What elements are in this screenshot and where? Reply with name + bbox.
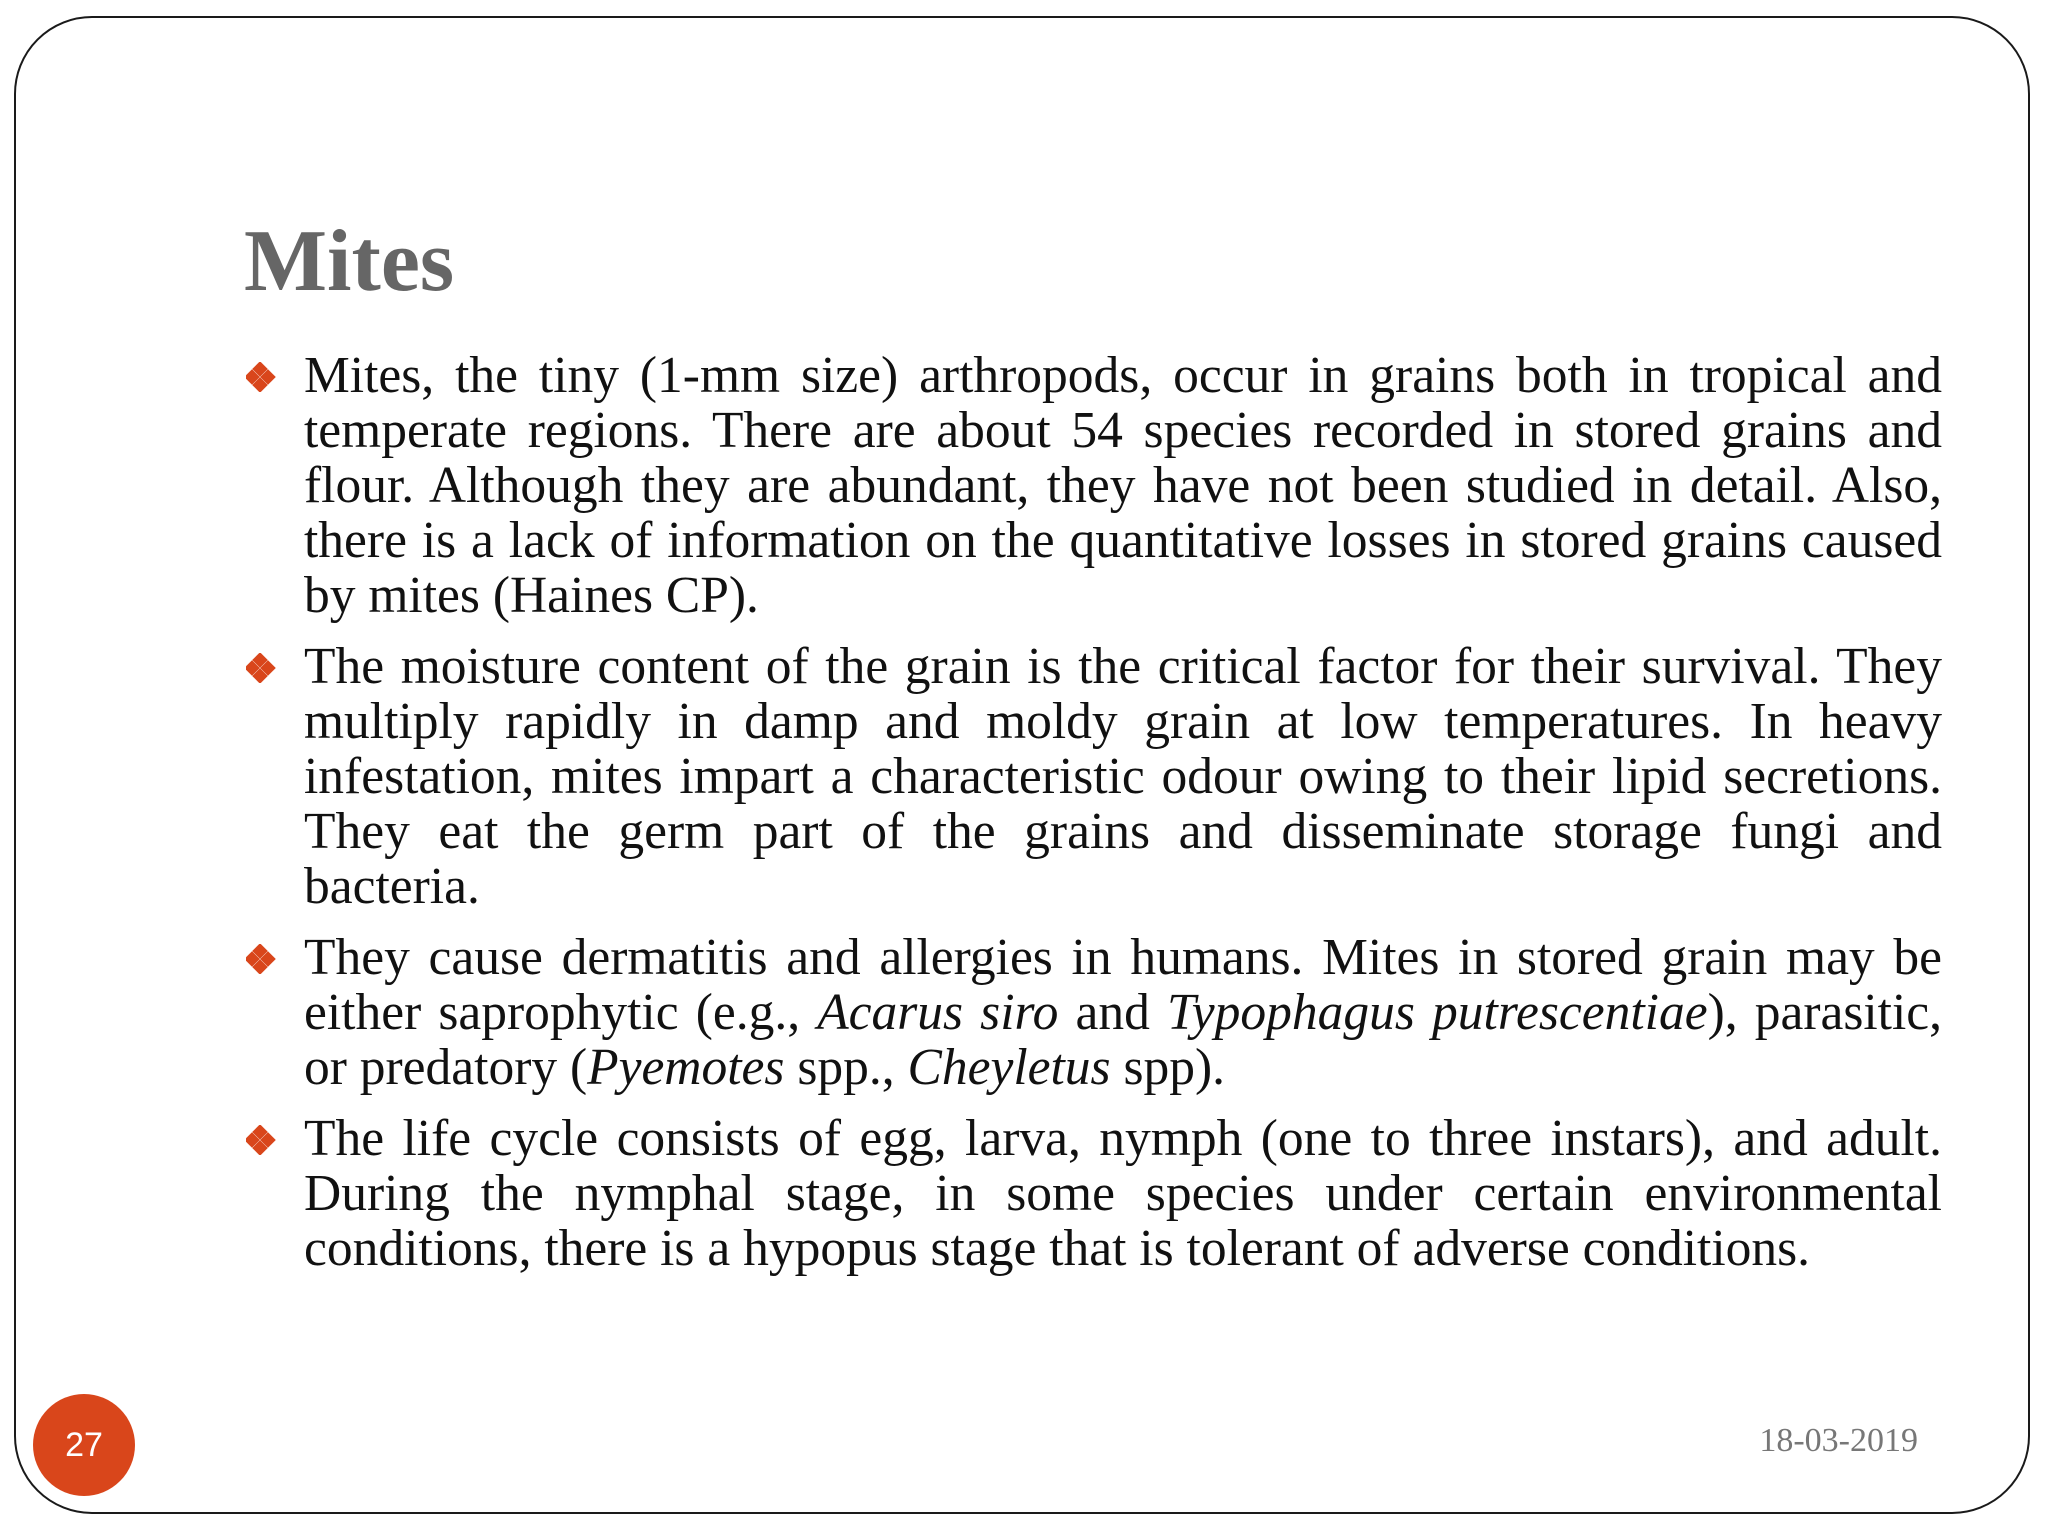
bullet-text — [304, 638, 1942, 915]
slide-frame — [14, 16, 2030, 1514]
bullet-icon — [246, 653, 276, 683]
bullet-item — [242, 1111, 1942, 1276]
text-segment: ), parasitic, or predatory ( — [304, 984, 1943, 1096]
text-segment: The life cycle consists of egg, larva, nymph (one to three instars), and adult. During the nymphal stage, in some species under certain environmental conditions, there is a hypopus stage that is tolerant of adverse conditions. — [304, 1110, 1942, 1277]
bullet-icon — [246, 944, 276, 974]
slide-number-badge: 27 — [33, 1394, 135, 1496]
bullet-item — [242, 639, 1942, 914]
text-segment: and — [1058, 984, 1167, 1041]
bullet-item — [242, 348, 1942, 623]
slide-title: Mites — [244, 213, 455, 310]
species-name: Typophagus putrescentiae — [1166, 984, 1708, 1041]
species-name: Pyemotes — [587, 1039, 785, 1096]
text-segment: spp). — [1110, 1039, 1226, 1096]
bullet-item — [242, 930, 1942, 1095]
species-name: Cheyletus — [907, 1039, 1111, 1096]
bullet-text — [304, 347, 1942, 624]
bullet-list — [242, 348, 1942, 1292]
text-segment: Mites, the tiny (1-mm size) arthropods, occur in grains both in tropical and temperate regions. There are about 54 species recorded in stored grains and flour. Although they are abundant, they have not been studied in detail. Also, there is a lack of information on the quantitative losses in stored grains caused by mites (Haines CP). — [304, 347, 1942, 624]
text-segment: spp., — [784, 1039, 908, 1096]
slide-date: 18-03-2019 — [1759, 1422, 1918, 1459]
text-segment: They cause dermatitis and allergies in humans. Mites in stored grain may be either saprophytic (e.g., — [304, 929, 1942, 1041]
text-segment: The moisture content of the grain is the critical factor for their survival. They multiply rapidly in damp and moldy grain at low temperatures. In heavy infestation, mites impart a characteristic odour owing to their lipid secretions. They eat the germ part of the grains and disseminate storage fungi and bacteria. — [304, 638, 1942, 915]
bullet-icon — [246, 1125, 276, 1155]
bullet-icon — [246, 362, 276, 392]
bullet-text — [304, 1110, 1942, 1277]
species-name: Acarus siro — [817, 984, 1059, 1041]
bullet-text — [304, 929, 1942, 1096]
